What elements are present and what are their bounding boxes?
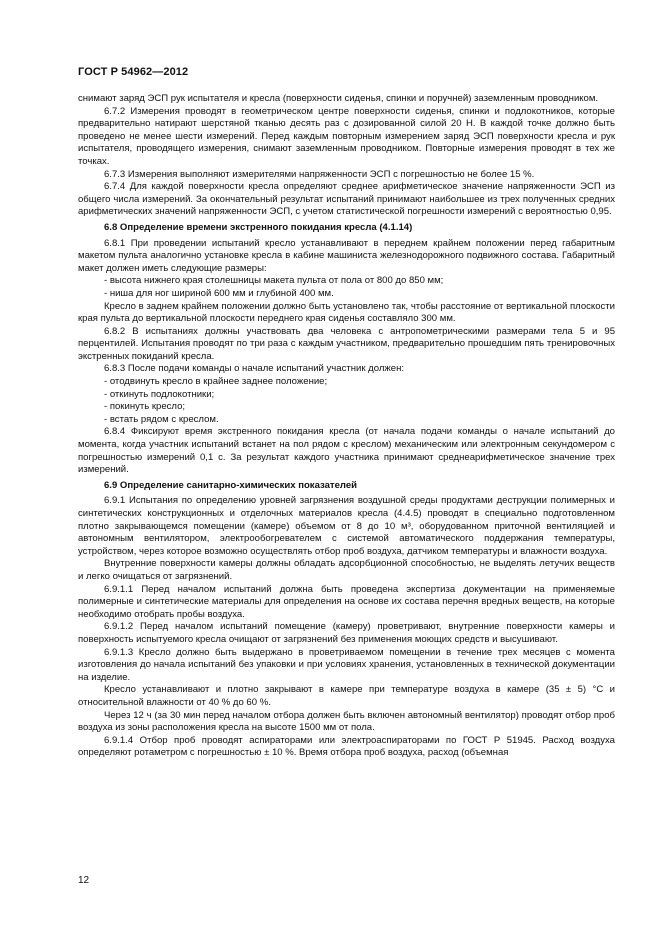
list-item: - высота нижнего края столешницы макета пульта от пола от 800 до 850 мм; [104,275,444,287]
paragraph: 6.8.1 При проведении испытаний кресло устанавливают в переднем крайнем положении перед габаритным макетом пульта аналогично установке кресла в кабине машиниста железнодорожного подвижного состава. Габаритный макет должен иметь следующие размеры: [78,237,615,274]
paragraph: Кресло в заднем крайнем положении должно быть установлено так, чтобы расстояние от вертикальной плоскости края пульта до вертикальной плоскости переднего края сиденья составляло 300 мм. [78,300,615,325]
paragraph: 6.9.1.2 Перед началом испытаний помещение (камеру) проветривают, внутренние поверхности камеры и поверхность испытуемого кресла очищают от загрязнений без применения моющих средств и высушивают. [78,621,615,645]
paragraph: 6.8.3 После подачи команды о начале испытаний участник должен: [104,363,405,375]
paragraph: 6.9.1.3 Кресло должно быть выдержано в проветриваемом помещении в течение трех месяцев с момента изготовления до начала испытаний без упаковки и при условиях хранения, установленных в технической документации на изделие. [78,646,615,683]
list-item: - ниша для ног шириной 600 мм и глубиной 400 мм. [104,287,334,299]
paragraph: Кресло устанавливают и плотно закрывают в камере при температуре воздуха в камере (35 ± 5) °С и относительной влажности от 40 % до 60 %. [78,684,615,708]
list-item: - встать рядом с креслом. [104,413,219,425]
section-heading: 6.9 Определение санитарно-химических показателей [104,479,358,491]
section-heading: 6.8 Определение времени экстренного покидания кресла (4.1.14) [104,221,413,233]
paragraph: 6.9.1.1 Перед началом испытаний должна быть проведена экспертиза документации на применяемые полимерные и синтетические материалы для определения на основе их состава перечня вредных веществ, на которые необходимо отобрать пробы воздуха. [78,583,615,620]
paragraph: снимают заряд ЭСП рук испытателя и кресла (поверхности сиденья, спинки и поручней) заземленным проводником. [78,93,599,104]
paragraph: 6.7.3 Измерения выполняют измерителями напряженности ЭСП с погрешностью не более 15 %. [104,168,535,180]
paragraph: 6.8.2 В испытаниях должны участвовать два человека с антропометрическими размерами тела 5 и 95 перцентилей. Испытания проводят по три раза с каждым участником, предварительно прошедшим пять тренировочных экстренных покиданий кресла. [78,325,615,362]
document-body [78,93,615,760]
list-item: - покинуть кресло; [104,401,186,413]
paragraph: Через 12 ч (за 30 мин перед началом отбора должен быть включен автономный вентилятор) проводят отбор проб воздуха из зоны расположения кресла на высоте 1500 мм от пола. [78,709,615,734]
paragraph: 6.9.1 Испытания по определению уровней загрязнения воздушной среды продуктами деструкции полимерных и синтетических конструкционных и отделочных материалов кресла (4.4.5) проводят в специально подготовленном плотно закрывающемся помещении (камере) объемом от 8 до 10 м³, оборудованном приточной вентиляцией и автономным вентилятором, электрообогревателем с системой автоматического поддержания температуры, устройством, через которое возможно осуществлять отбор проб воздуха, датчиком температуры и влажности воздуха. [78,495,615,557]
paragraph: 6.8.4 Фиксируют время экстренного покидания кресла (от начала подачи команды о начале испытаний до момента, когда участник испытаний встанет на пол рядом с креслом) механическим или электронным секундомером с погрешностью измерений 0,1 с. За результат каждого участника принимают среднеарифметическое значение трех измерений. [78,426,615,476]
list-item: - откинуть подлокотники; [104,388,215,400]
paragraph: Внутренние поверхности камеры должны обладать адсорбционной способностью, не выделять летучих веществ и легко очищаться от загрязнений. [78,558,615,582]
document-header: ГОСТ Р 54962—2012 [78,66,189,78]
paragraph: 6.9.1.4 Отбор проб проводят аспираторами или электроаспираторами по ГОСТ Р 51945. Расход воздуха определяют ротаметром с погрешностью ± 10 %. Время отбора проб воздуха, расход (объемная [78,734,615,759]
paragraph: 6.7.4 Для каждой поверхности кресла определяют среднее арифметическое значение напряженности ЭСП из общего числа измерений. За окончательный результат испытаний принимают наибольшее из трех полученных средних арифметических значений напряженности ЭСП, с учетом статистической погрешности измерений с вероятностью 0,95. [78,181,615,218]
paragraph: 6.7.2 Измерения проводят в геометрическом центре поверхности сиденья, спинки и подлокотников, которые предварительно натирают шерстяной тканью десять раз с дозированной силой 20 Н. В каждой точке должно быть проведено не менее шести измерений. Перед каждым повторным измерением заряд ЭСП поверхности кресла и рук испытателя, проводящего измерения, снимают заземленным проводником. Повторные измерения проводят в тех же точках. [78,105,615,167]
page-number: 12 [78,875,90,886]
list-item: - отодвинуть кресло в крайнее заднее положение; [104,376,328,388]
